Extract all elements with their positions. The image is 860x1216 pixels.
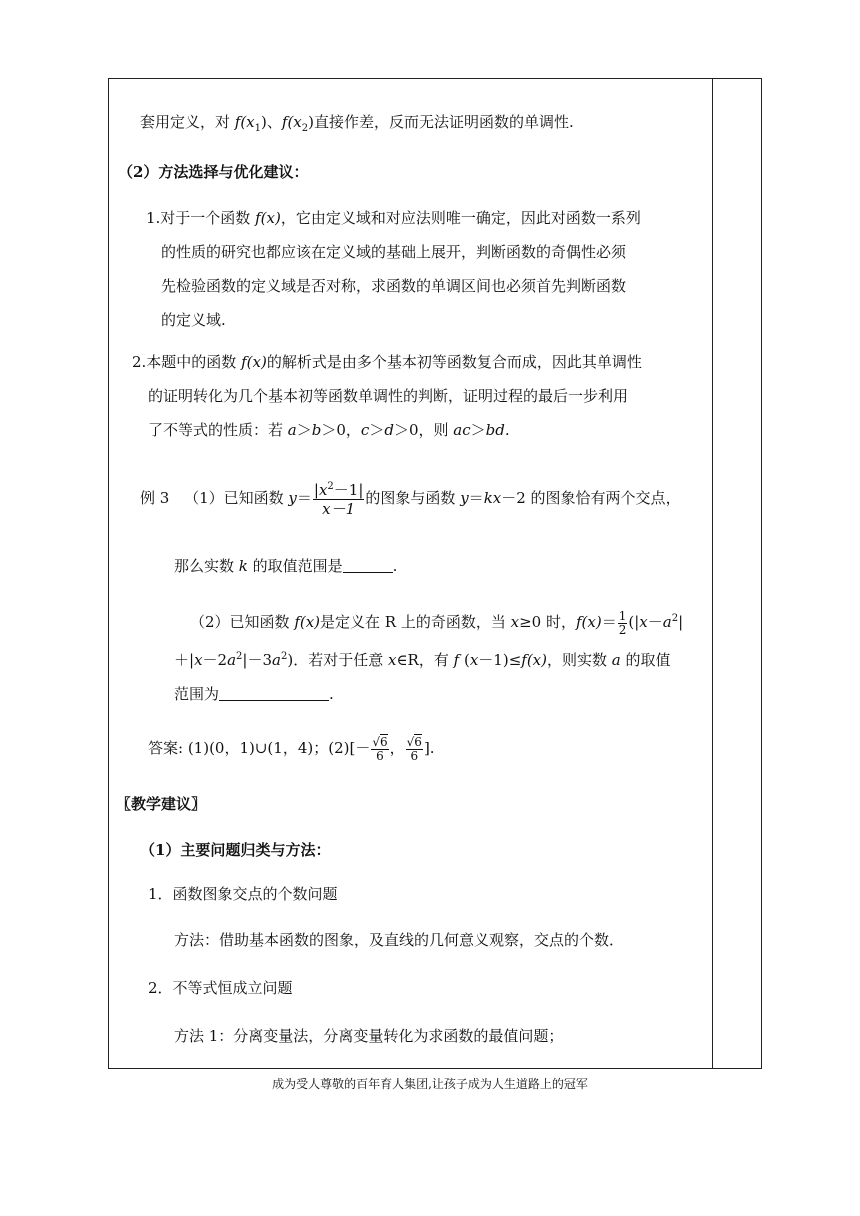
point1-line4: 的定义域. [161, 311, 226, 329]
fraction-sqrt6-over-6-positive: $\frac{√6}{6}$ [406, 734, 422, 763]
intro-tail-line: 套用定义，对 $f(x_1)$、$f(x_2)$直接作差，反而无法证明函数的单调性. [140, 113, 574, 134]
teaching-item1-method: 方法：借助基本函数的图象，及直线的几何意义观察，交点的个数． [174, 931, 625, 949]
fraction-abs-x2-minus-1-over-x-minus-1: $\frac{|x^2-1|}{x-1}$ [313, 480, 364, 518]
fraction-sqrt6-over-6-negative: $\frac{√6}{6}$ [372, 734, 388, 763]
teaching-item1: 1．函数图象交点的个数问题 [148, 885, 338, 903]
teaching-item2: 2．不等式恒成立问题 [148, 979, 293, 997]
teaching-heading: 〖教学建议〗 [116, 795, 207, 813]
example3-part2-line3: 范围为 . [174, 685, 334, 703]
example3-part2-line1: （2）已知函数 f(x)是定义在 R 上的奇函数，当 x≥0 时，f(x)＝ $\frac{1}{2}$ ($|x-a^2|$ [190, 608, 684, 637]
fraction-one-half: $\frac{1}{2}$ [618, 608, 627, 637]
page-footer: 成为受人尊敬的百年育人集团,让孩子成为人生道路上的冠军 [272, 1077, 588, 1091]
example3-part1-line1: 例 3 （1）已知函数 y＝ $\frac{|x^2-1|}{x-1}$ 的图象与函数 y＝kx－2 的图象恰有两个交点， [140, 480, 681, 518]
teaching-sub1: （1）主要问题归类与方法： [140, 841, 331, 859]
point1-line1: 1.对于一个函数 f(x)，它由定义域和对应法则唯一确定，因此对函数一系列 [146, 209, 641, 227]
point2-line3: 了不等式的性质：若 a＞b＞0，c＞d＞0，则 ac＞bd. [148, 421, 510, 439]
point2-line2: 的证明转化为几个基本初等函数单调性的判断，证明过程的最后一步利用 [148, 387, 629, 405]
point1-line3: 先检验函数的定义域是否对称，求函数的单调区间也必须首先判断函数 [161, 277, 627, 295]
section2-heading: （2）方法选择与优化建议： [118, 163, 309, 181]
answer-blank-2[interactable] [219, 686, 329, 701]
point2-line1: 2.本题中的函数 f(x)的解析式是由多个基本初等函数复合而成，因此其单调性 [132, 353, 642, 371]
example3-label: 例 3 [140, 489, 170, 507]
teaching-item2-method: 方法 1：分离变量法，分离变量转化为求函数的最值问题； [174, 1027, 564, 1045]
answer-line: 答案: (1)(0，1)∪(1，4)；(2)[－ $\frac{√6}{6}$ ， $\frac{√6}{6}$ ]. [148, 734, 435, 763]
table-column-divider [712, 78, 713, 1069]
example3-part1-line2: 那么实数 k 的取值范围是 . [174, 557, 398, 575]
example3-part2-line2: $+|x-2a^2|-3a^2$)．若对于任意 x∈R，有 f (x－1)≤f(x)，则实数 a 的取值 [174, 651, 671, 669]
answer-blank-1[interactable] [343, 558, 393, 573]
point1-line2: 的性质的研究也都应该在定义域的基础上展开，判断函数的奇偶性必须 [161, 243, 627, 261]
